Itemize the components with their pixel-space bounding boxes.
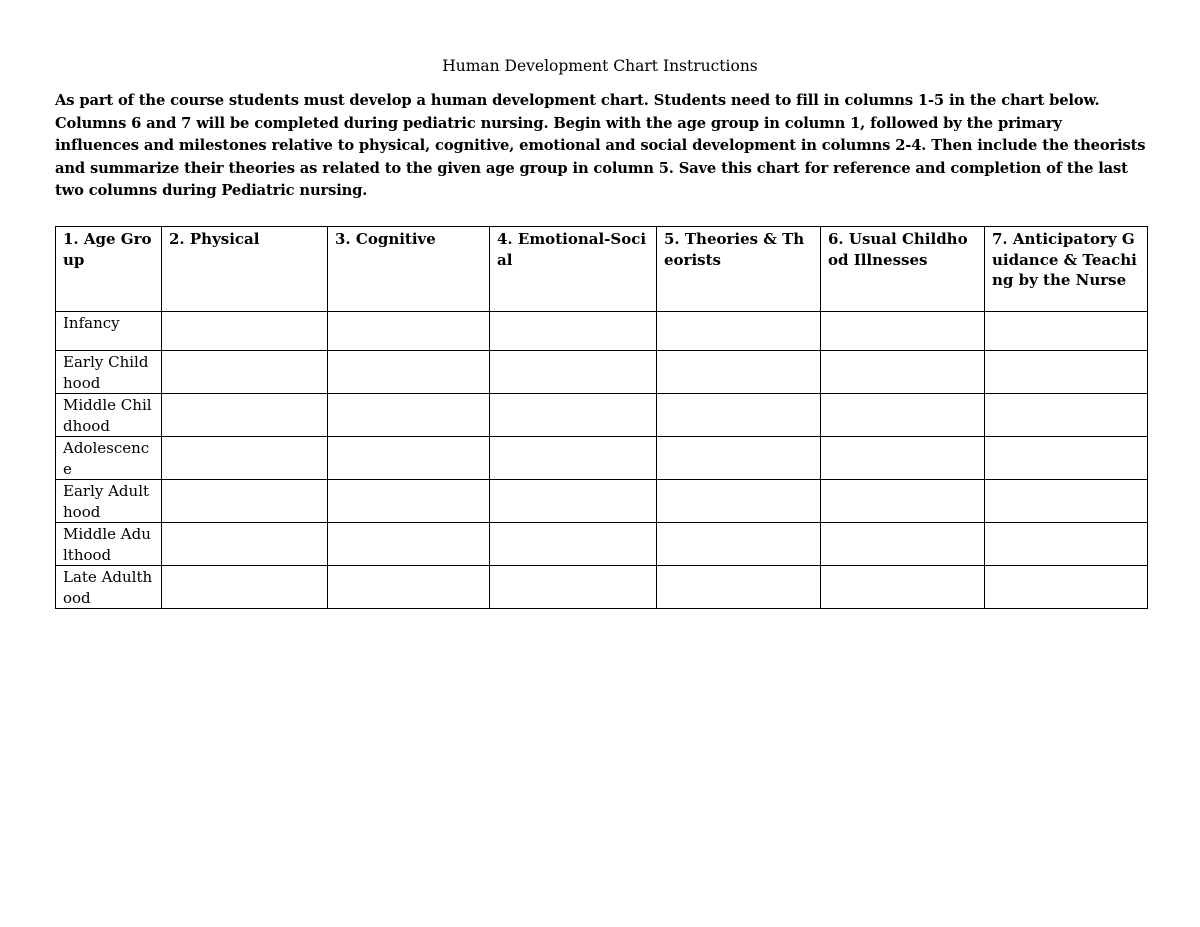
empty-cell[interactable] [328, 437, 490, 480]
empty-cell[interactable] [162, 437, 328, 480]
age-group-cell: Adolescence [56, 437, 162, 480]
empty-cell[interactable] [328, 351, 490, 394]
age-group-cell: Middle Childhood [56, 394, 162, 437]
empty-cell[interactable] [657, 480, 821, 523]
empty-cell[interactable] [985, 566, 1148, 609]
column-header-illnesses: 6. Usual Childhood Illnesses [821, 227, 985, 312]
empty-cell[interactable] [328, 394, 490, 437]
empty-cell[interactable] [985, 480, 1148, 523]
column-header-cognitive: 3. Cognitive [328, 227, 490, 312]
empty-cell[interactable] [821, 523, 985, 566]
table-row [56, 437, 1148, 480]
column-header-age-group: 1. Age Group [56, 227, 162, 312]
age-group-cell: Infancy [56, 312, 162, 351]
table-row [56, 523, 1148, 566]
empty-cell[interactable] [328, 523, 490, 566]
document-title: Human Development Chart Instructions [442, 57, 758, 75]
age-group-cell: Early Childhood [56, 351, 162, 394]
empty-cell[interactable] [985, 523, 1148, 566]
empty-cell[interactable] [985, 351, 1148, 394]
empty-cell[interactable] [162, 523, 328, 566]
empty-cell[interactable] [490, 437, 657, 480]
empty-cell[interactable] [821, 312, 985, 351]
table-row [56, 566, 1148, 609]
empty-cell[interactable] [490, 351, 657, 394]
empty-cell[interactable] [162, 351, 328, 394]
column-header-emotional-social: 4. Emotional-Social [490, 227, 657, 312]
instructions-paragraph: As part of the course students must develop a human development chart. Students need to fill in columns 1-5 in the chart below. Columns 6 and 7 will be completed during pediatric nursing. Begin with the age group in column 1, followed by the primary influences and milestones relative to physical, cognitive, emotional and social development in columns 2-4. Then include the theorists and summarize their theories as related to the given age group in column 5. Save this chart for reference and completion of the last two columns during Pediatric nursing. [55, 92, 1146, 199]
empty-cell[interactable] [162, 480, 328, 523]
table-row [56, 351, 1148, 394]
table-row [56, 394, 1148, 437]
empty-cell[interactable] [328, 566, 490, 609]
empty-cell[interactable] [490, 566, 657, 609]
table-row [56, 480, 1148, 523]
age-group-cell: Late Adulthood [56, 566, 162, 609]
column-header-physical: 2. Physical [162, 227, 328, 312]
column-header-guidance: 7. Anticipatory Guidance & Teaching by the Nurse [985, 227, 1148, 312]
table-row [56, 312, 1148, 351]
empty-cell[interactable] [821, 566, 985, 609]
empty-cell[interactable] [490, 312, 657, 351]
column-header-theories: 5. Theories & Theorists [657, 227, 821, 312]
empty-cell[interactable] [162, 312, 328, 351]
empty-cell[interactable] [821, 437, 985, 480]
empty-cell[interactable] [657, 312, 821, 351]
empty-cell[interactable] [490, 480, 657, 523]
empty-cell[interactable] [657, 523, 821, 566]
empty-cell[interactable] [657, 437, 821, 480]
empty-cell[interactable] [985, 437, 1148, 480]
empty-cell[interactable] [162, 566, 328, 609]
header-row [56, 227, 1148, 312]
empty-cell[interactable] [657, 394, 821, 437]
empty-cell[interactable] [821, 480, 985, 523]
empty-cell[interactable] [821, 394, 985, 437]
human-development-chart [55, 226, 1148, 609]
empty-cell[interactable] [328, 480, 490, 523]
age-group-cell: Early Adulthood [56, 480, 162, 523]
empty-cell[interactable] [657, 351, 821, 394]
empty-cell[interactable] [328, 312, 490, 351]
empty-cell[interactable] [490, 394, 657, 437]
empty-cell[interactable] [821, 351, 985, 394]
empty-cell[interactable] [490, 523, 657, 566]
empty-cell[interactable] [162, 394, 328, 437]
age-group-cell: Middle Adulthood [56, 523, 162, 566]
empty-cell[interactable] [657, 566, 821, 609]
empty-cell[interactable] [985, 312, 1148, 351]
empty-cell[interactable] [985, 394, 1148, 437]
